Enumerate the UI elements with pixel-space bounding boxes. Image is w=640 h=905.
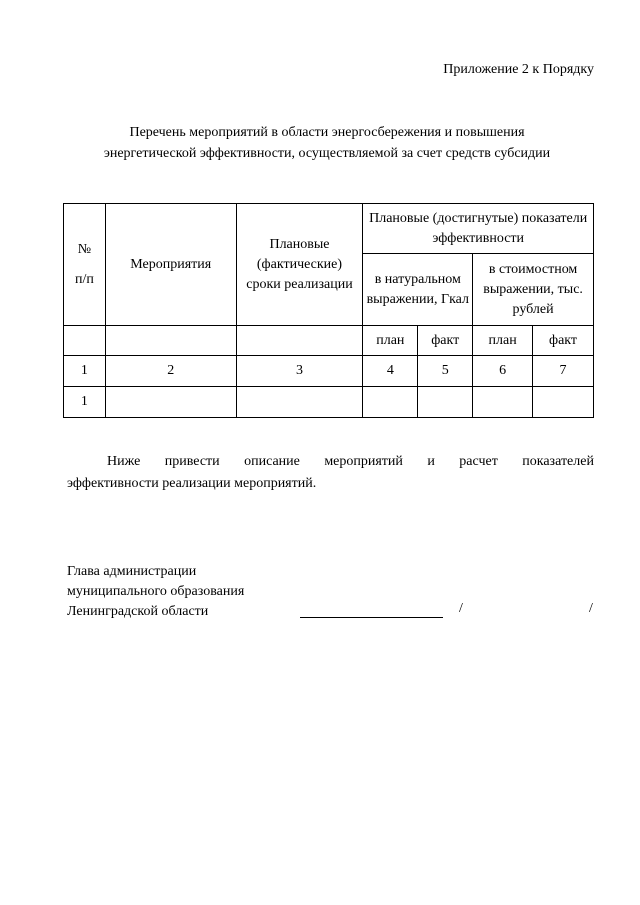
header-sub-cost: в стоимостном выражении, тыс. рублей <box>473 254 594 326</box>
signatory-title-1: Глава администрации <box>67 564 197 579</box>
numbering-cell: 4 <box>363 356 418 387</box>
title-line-2: энергетической эффективности, осуществляемой за счет средств субсидии <box>103 146 551 161</box>
header-plan-cost: план <box>473 326 533 356</box>
note-word: мероприятий <box>324 454 403 469</box>
empty-cell <box>533 387 594 418</box>
note-word: описание <box>244 454 300 469</box>
numbering-cell: 6 <box>473 356 533 387</box>
instruction-line-2: эффективности реализации мероприятий. <box>67 476 317 491</box>
blank-cell <box>105 326 236 356</box>
empty-cell <box>473 387 533 418</box>
empty-cell <box>363 387 418 418</box>
name-separator-slash: / <box>459 601 463 616</box>
appendix-label: Приложение 2 к Порядку <box>443 62 594 77</box>
numbering-cell: 2 <box>105 356 236 387</box>
blank-cell <box>236 326 363 356</box>
header-number-sign: № <box>77 241 92 257</box>
numbering-cell: 7 <box>533 356 594 387</box>
signature-block <box>67 562 244 622</box>
table-row <box>64 387 594 418</box>
empty-cell <box>418 387 473 418</box>
header-col-events: Мероприятия <box>105 204 236 326</box>
header-sub-natural: в натуральном выражении, Гкал <box>363 254 473 326</box>
instruction-paragraph <box>67 451 594 495</box>
header-fact-cost: факт <box>533 326 594 356</box>
note-word: расчет <box>459 454 498 469</box>
signatory-title-3: Ленинградской области <box>67 604 209 619</box>
numbering-row <box>64 356 594 387</box>
numbering-cell: 3 <box>236 356 363 387</box>
title-line-1: Перечень мероприятий в области энергосбережения и повышения <box>129 125 525 140</box>
name-end-slash: / <box>589 601 593 616</box>
header-col-terms: Плановые (фактические) сроки реализации <box>236 204 363 326</box>
header-number-pp: п/п <box>74 271 94 287</box>
numbering-cell: 1 <box>64 356 106 387</box>
header-col-number <box>64 204 106 326</box>
note-word: привести <box>164 454 220 469</box>
measures-table <box>63 203 594 418</box>
signatory-title-2: муниципального образования <box>67 584 245 599</box>
header-plan-natural: план <box>363 326 418 356</box>
instruction-line-1 <box>67 451 594 473</box>
header-col-indicators: Плановые (достигнутые) показатели эффективности <box>363 204 594 254</box>
signature-line <box>300 617 443 618</box>
empty-cell <box>105 387 236 418</box>
row-number: 1 <box>64 387 106 418</box>
blank-cell <box>64 326 106 356</box>
header-fact-natural: факт <box>418 326 473 356</box>
document-title <box>60 122 594 164</box>
note-word: и <box>427 454 435 469</box>
note-word: показателей <box>522 454 594 469</box>
empty-cell <box>236 387 363 418</box>
numbering-cell: 5 <box>418 356 473 387</box>
note-word: Ниже <box>107 454 141 469</box>
